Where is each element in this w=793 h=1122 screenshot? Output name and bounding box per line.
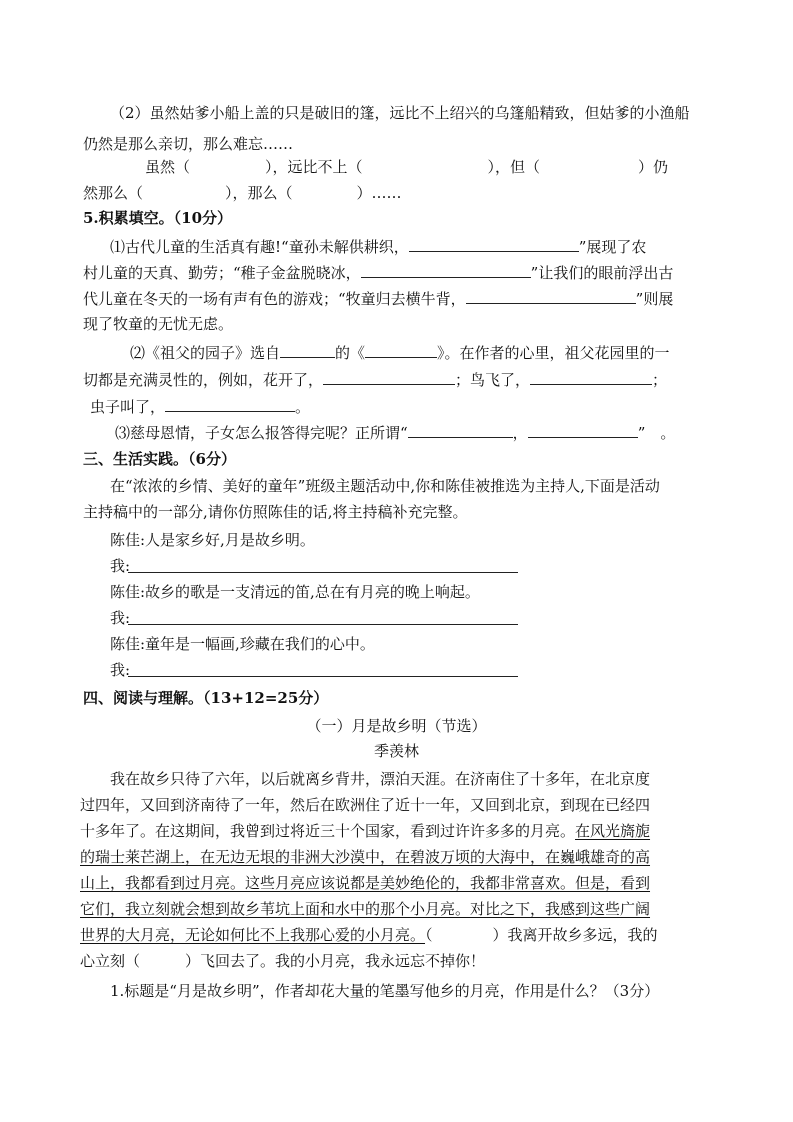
- s1-text-b: ”展现了农: [578, 238, 647, 256]
- article-line-5: 山上，我都看到过月亮。这些月亮应该说都是美妙绝伦的，我都非常喜欢。但是，看到: [80, 874, 651, 892]
- answer-blank[interactable]: [361, 262, 531, 278]
- q2-fill-1: [145, 157, 668, 177]
- underlined-sentence-end: 世界的大月亮，无论如何比不上我那心爱的小月亮。: [80, 926, 426, 944]
- answer-blank[interactable]: [466, 288, 636, 304]
- answer-blank[interactable]: [409, 236, 579, 252]
- article-line-8: 心立刻（ ）飞回去了。我的小月亮，我永远忘不掉你！: [80, 952, 486, 970]
- sec3-intro-2: 主持稿中的一部分,请你仿照陈佳的话,将主持稿补充完整。: [83, 503, 468, 521]
- s2-text-b: 的《: [335, 344, 366, 362]
- q2-line-2: 仍然是那么亲切，那么难忘……: [83, 135, 294, 153]
- s1-text-e: 代儿童在冬天的一场有声有色的游戏；“牧童归去横牛背，: [83, 290, 466, 308]
- answer-line[interactable]: [128, 572, 518, 573]
- answer-blank[interactable]: [365, 342, 437, 358]
- underlined-sentence: 在风光旖旎: [575, 822, 651, 840]
- answer-blank[interactable]: [530, 369, 652, 385]
- sec5-s2-line3: [90, 396, 310, 417]
- article-text-3a: 十多年了。在这期间，我曾到过将近三十个国家，看到过许许多多的月亮。: [80, 822, 576, 840]
- answer-blank[interactable]: [528, 422, 638, 438]
- q2-fill-2: [83, 183, 402, 203]
- q2-fill-2c: ）……: [356, 184, 402, 202]
- sec5-s1-line3: [83, 288, 673, 309]
- dialog-chenjia-2: 陈佳:故乡的歌是一支清远的笛,总在有月亮的晚上响起。: [110, 583, 480, 601]
- sec3-intro-1: 在“浓浓的乡情、美好的童年”班级主题活动中,你和陈佳被推选为主持人,下面是活动: [110, 477, 660, 495]
- article-line-6: 它们，我立刻就会想到故乡苇坑上面和水中的那个小月亮。对比之下，我感到这些广阔: [80, 900, 651, 918]
- answer-line[interactable]: [128, 624, 518, 625]
- sec5-s3-line: [115, 422, 675, 443]
- dialog-chenjia-1: 陈佳:人是家乡好,月是故乡明。: [110, 531, 315, 549]
- q2-fill-2b: ），那么（: [225, 184, 293, 202]
- sec5-s1-line4: 现了牧童的无忧无虑。: [83, 315, 234, 333]
- dialog-chenjia-3: 陈佳:童年是一幅画,珍藏在我们的心中。: [110, 635, 375, 653]
- sec3-heading: 三、生活实践。（6分）: [83, 450, 236, 468]
- s3-text-b: ，: [512, 424, 528, 442]
- q2-fill-1b: ），远比不上（: [265, 158, 363, 176]
- sec5-s1-line2: [83, 262, 673, 283]
- s2-text-c: 》。在作者的心里，祖父花园里的一: [437, 344, 670, 362]
- q2-fill-1c: ），但（: [487, 158, 541, 176]
- s3-text-c: ” 。: [637, 424, 676, 442]
- answer-blank[interactable]: [280, 342, 335, 358]
- s3-text-a: ⑶慈母恩情，子女怎么报答得完呢？正所谓“: [115, 424, 408, 442]
- dialog-me-1: 我:: [110, 557, 131, 575]
- s1-text-d: ”让我们的眼前浮出古: [530, 264, 674, 282]
- q2-fill-1a: 虽然（: [145, 158, 191, 176]
- s1-text-a: ⑴古代儿童的生活真有趣!“童孙未解供耕织，: [110, 238, 409, 256]
- answer-blank[interactable]: [165, 396, 295, 412]
- dialog-me-3: 我:: [110, 661, 131, 679]
- dialog-me-2: 我:: [110, 609, 131, 627]
- s2-text-g: 虫子叫了，: [90, 398, 166, 416]
- article-line-7: [80, 925, 658, 945]
- article-title: （一）月是故乡明（节选）: [306, 717, 487, 735]
- article-line-3: [80, 821, 650, 841]
- s2-text-f: ；: [652, 371, 668, 389]
- answer-line[interactable]: [128, 676, 518, 677]
- sec5-s2-line1: [130, 342, 670, 363]
- article-author: 季羡林: [373, 742, 419, 760]
- answer-blank[interactable]: [323, 369, 455, 385]
- sec4-heading: 四、阅读与理解。（13+12=25分）: [83, 689, 329, 707]
- s1-text-c: 村儿童的天真、勤劳；“稚子金盆脱晓冰，: [83, 264, 361, 282]
- article-line-1: 我在故乡只待了六年，以后就离乡背井，漂泊天涯。在济南住了十多年，在北京度: [110, 770, 651, 788]
- article-line-2: 过四年，又回到济南待了一年，然后在欧洲住了近十一年，又回到北京，到现在已经四: [80, 796, 651, 814]
- article-line-4: 的瑞士莱芒湖上，在无边无垠的非洲大沙漠中，在碧波万顷的大海中，在巍峨雄奇的高: [80, 848, 651, 866]
- q2-line-1: （2）虽然姑爹小船上盖的只是破旧的篷，远比不上绍兴的乌篷船精致，但姑爹的小渔船: [110, 104, 690, 122]
- sec5-s2-line2: [83, 369, 667, 390]
- answer-blank[interactable]: [408, 422, 513, 438]
- s1-text-f: ”则展: [635, 290, 674, 308]
- s2-text-h: 。: [295, 398, 311, 416]
- q2-fill-2a: 然那么（: [83, 184, 144, 202]
- s2-text-a: ⑵《祖父的园子》选自: [130, 344, 281, 362]
- sec5-s1-line1: [110, 236, 646, 257]
- s2-text-e: ；鸟飞了，: [455, 371, 531, 389]
- sec5-heading: 5.积累填空。（10分）: [83, 209, 233, 227]
- article-text-7b: （ ）我离开故乡多远，我的: [425, 926, 658, 944]
- question-1: 1.标题是“月是故乡明”，作者却花大量的笔墨写他乡的月亮，作用是什么？（3分）: [110, 982, 660, 1000]
- q2-fill-1d: ）仍: [638, 158, 669, 176]
- s2-text-d: 切都是充满灵性的，例如，花开了，: [83, 371, 324, 389]
